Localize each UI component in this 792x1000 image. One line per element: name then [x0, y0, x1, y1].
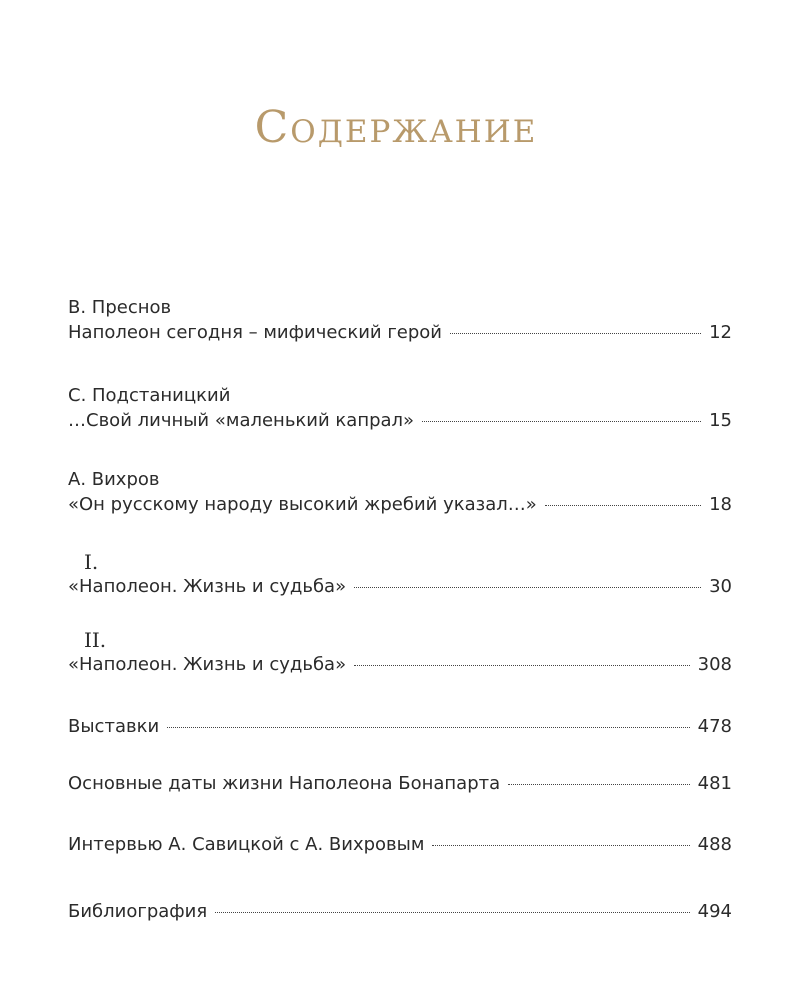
entry-title: «Он русскому народу высокий жребий указал…» [68, 494, 537, 515]
entry-title: Наполеон сегодня – мифический герой [68, 322, 442, 343]
page-title: Содержание [254, 102, 538, 153]
entry-line [68, 320, 732, 346]
entry-line [68, 714, 732, 740]
part-number: II. [84, 628, 107, 652]
toc-entry [68, 384, 732, 434]
entry-page: 478 [697, 716, 732, 737]
entry-title: Библиография [68, 901, 208, 922]
dot-leader [545, 505, 701, 506]
entry-page: 481 [697, 773, 732, 794]
dot-leader [215, 912, 689, 913]
toc-entry [68, 899, 732, 925]
entry-page: 494 [697, 901, 732, 922]
entry-line [68, 652, 732, 678]
part-number: I. [84, 550, 99, 574]
dot-leader [432, 845, 689, 846]
entry-title: …Свой личный «маленький капрал» [68, 410, 415, 431]
dot-leader [354, 665, 690, 666]
entry-author: А. Вихров [68, 469, 160, 490]
entry-title: Выставки [68, 716, 160, 737]
entry-line [68, 899, 732, 925]
toc-entry [68, 771, 732, 797]
entry-author: С. Подстаницкий [68, 385, 231, 406]
entry-page: 308 [697, 654, 732, 675]
toc-entry [68, 468, 732, 518]
entry-line [68, 574, 732, 600]
entry-line [68, 832, 732, 858]
entry-author: В. Преснов [68, 297, 172, 318]
dot-leader [422, 421, 701, 422]
dot-leader [354, 587, 701, 588]
dot-leader [450, 333, 701, 334]
dot-leader [167, 727, 689, 728]
entry-title: «Наполеон. Жизнь и судьба» [68, 576, 347, 597]
entry-page: 12 [709, 322, 732, 343]
entry-page: 488 [697, 834, 732, 855]
entry-title: Основные даты жизни Наполеона Бонапарта [68, 773, 501, 794]
dot-leader [508, 784, 689, 785]
entry-title: Интервью А. Савицкой с А. Вихровым [68, 834, 425, 855]
entry-title: «Наполеон. Жизнь и судьба» [68, 654, 347, 675]
entry-line [68, 771, 732, 797]
toc-entry [68, 628, 732, 678]
toc-entry [68, 550, 732, 600]
toc-entry [68, 296, 732, 346]
entry-line [68, 492, 732, 518]
toc-entry [68, 714, 732, 740]
entry-page: 18 [709, 494, 732, 515]
entry-page: 30 [709, 576, 732, 597]
entry-page: 15 [709, 410, 732, 431]
entry-line [68, 408, 732, 434]
toc-entry [68, 832, 732, 858]
